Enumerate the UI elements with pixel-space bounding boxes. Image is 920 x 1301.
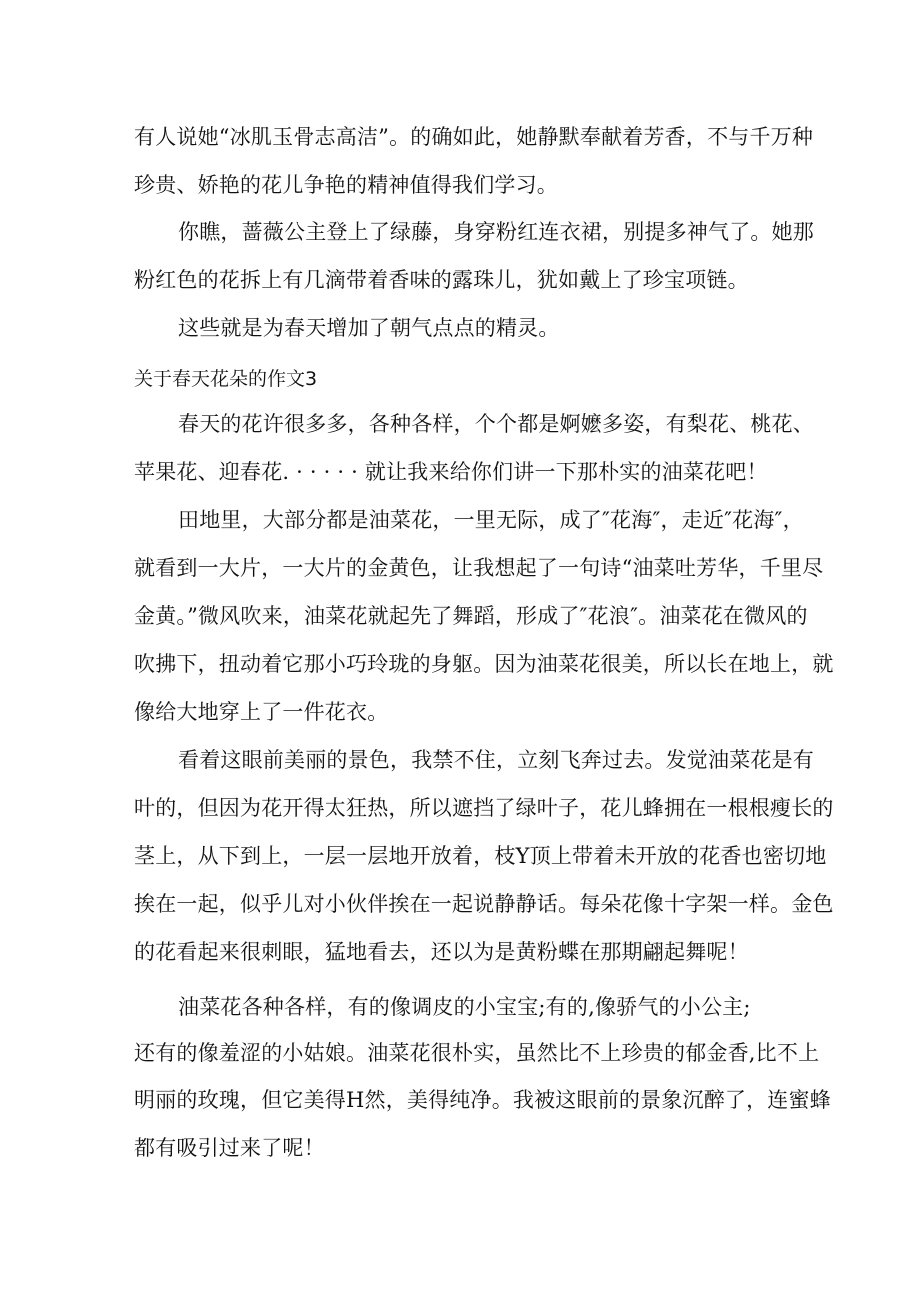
- paragraph-line: 挨在一起，似乎儿对小伙伴挨在一起说静静话。每朵花像十字架一样。金色: [134, 892, 834, 916]
- section-heading: 关于春天花朵的作文3: [134, 368, 318, 390]
- paragraph-line: 茎上，从下到上，一层一层地开放着，枝Y顶上带着未开放的花香也密切地: [134, 844, 827, 868]
- paragraph-line: 的花看起来很刺眼，猛地看去，还以为是黄粉蝶在那期翩起舞呢！: [134, 940, 749, 964]
- paragraph-line: 还有的像羞涩的小姑娘。油菜花很朴实，虽然比不上珍贵的郁金香,比不上: [134, 1041, 820, 1065]
- paragraph-line: 看着这眼前美丽的景色，我禁不住，立刻飞奔过去。发觉油菜花是有: [178, 748, 814, 772]
- paragraph-line: 油菜花各种各样，有的像调皮的小宝宝;有的,像骄气的小公主;: [178, 995, 751, 1019]
- paragraph-line: 吹拂下，扭动着它那小巧玲珑的身躯。因为油菜花很美，所以长在地上，就: [134, 652, 834, 676]
- paragraph-line: 有人说她“冰肌玉骨志高洁”。的确如此，她静默奉献着芳香，不与千万种: [134, 125, 814, 149]
- paragraph-line: 金黄。”微风吹来，油菜花就起先了舞蹈，形成了″花浪″。油菜花在微风的: [134, 604, 808, 628]
- paragraph-line: 明丽的玫瑰，但它美得H然，美得纯净。我被这眼前的景象沉醉了，连蜜蜂: [134, 1088, 831, 1112]
- paragraph-line: 这些就是为春天增加了朝气点点的精灵。: [178, 316, 560, 340]
- paragraph-line: 珍贵、娇艳的花儿争艳的精神值得我们学习。: [134, 173, 558, 197]
- paragraph-line: 都有吸引过来了呢！: [134, 1136, 325, 1160]
- paragraph-line: 粉红色的花拆上有几滴带着香味的露珠儿，犹如戴上了珍宝项链。: [134, 268, 749, 292]
- paragraph-line: 叶的，但因为花开得太狂热，所以遮挡了绿叶子，花儿蜂拥在一根根瘦长的: [134, 796, 834, 820]
- paragraph-line: 就看到一大片，一大片的金黄色，让我想起了一句诗“油菜吐芳华，千里尽: [134, 556, 824, 580]
- paragraph-line: 苹果花、迎春花. · · · · · 就让我来给你们讲一下那朴实的油菜花吧！: [134, 460, 768, 484]
- paragraph-line: 田地里，大部分都是油菜花，一里无际，成了″花海″，走近″花海″，: [178, 508, 804, 532]
- paragraph-line: 你瞧，蔷薇公主登上了绿藤，身穿粉红连衣裙，别提多神气了。她那: [178, 220, 814, 244]
- paragraph-line: 像给大地穿上了一件花衣。: [134, 700, 389, 724]
- paragraph-line: 春天的花许很多多，各种各样，个个都是婀嬷多姿，有梨花、桃花、: [178, 412, 814, 436]
